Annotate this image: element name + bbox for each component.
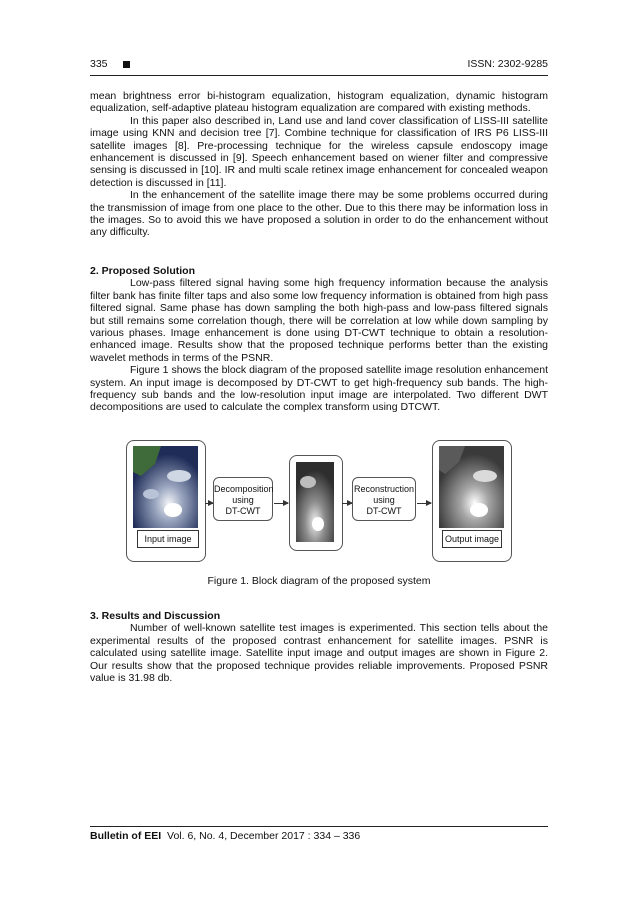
reconstruction-line: DT-CWT — [366, 506, 402, 516]
paragraph: mean brightness error bi-histogram equalization, histogram equalization, dynamic histogram equalization, self-adaptive plateau histogram equalization are compared with existing methods. — [90, 90, 548, 115]
body-text — [90, 90, 548, 414]
decomposition-line: DT-CWT — [225, 506, 261, 516]
decomposition-line: Decomposition — [214, 484, 274, 494]
journal-name: Bulletin of EEI — [90, 830, 162, 842]
output-satellite-image — [439, 446, 504, 528]
section-results — [90, 610, 548, 684]
header-rule — [90, 75, 548, 76]
reconstruction-block — [352, 477, 416, 521]
intermediate-satellite-image — [296, 462, 334, 542]
running-header — [90, 58, 548, 74]
decomposition-block — [213, 477, 273, 521]
input-image-label: Input image — [137, 530, 199, 548]
running-footer — [90, 830, 360, 842]
section-heading: 2. Proposed Solution — [90, 264, 196, 277]
paragraph: Low-pass filtered signal having some high frequency information because the analysis filter bank has finite filter taps and also some low frequency information is obtained from high pass filtered signal. Same phase has down sampling the both high-pass and low-pass filtered signals but still remains some correlation though, there will be correlation at low while down sampling by various phases. Image enhancement is done using DT-CWT technique to obtain a resolution-enhanced image. Results show that the proposed technique performs better than the existing wavelet methods in terms of the PSNR. — [90, 277, 548, 364]
arrow-icon — [342, 503, 352, 504]
output-image-label: Output image — [442, 530, 502, 548]
arrow-icon — [205, 503, 213, 504]
paragraph: Figure 1 shows the block diagram of the proposed satellite image resolution enhancement system. An input image is decomposed by DT-CWT to get high-frequency sub bands. The high-frequency sub bands and the low-resolution input image are interpolated. Two different DWT decompositions are used to calculate the complex transform using DTCWT. — [90, 364, 548, 414]
figure-caption: Figure 1. Block diagram of the proposed system — [207, 575, 431, 587]
reconstruction-line: Reconstruction — [353, 484, 415, 494]
square-bullet-icon — [123, 61, 130, 68]
arrow-icon — [417, 503, 431, 504]
issn: ISSN: 2302-9285 — [467, 58, 548, 70]
journal-details: Vol. 6, No. 4, December 2017 : 334 – 336 — [167, 830, 361, 842]
paragraph: Number of well-known satellite test images is experimented. This section tells about the experimental results of the proposed contrast enhancement for satellite images. PSNR is calculated using satellite image. Satellite input image and output images are shown in Figure 2. Our results show that the proposed technique provides reliable improvements. Proposed PSNR value is 31.98 db. — [90, 622, 548, 685]
footer-rule — [90, 826, 548, 827]
section-heading: 3. Results and Discussion — [90, 610, 221, 622]
decomposition-line: using — [232, 495, 254, 505]
page-number: 335 — [90, 58, 108, 70]
paragraph: In this paper also described in, Land use and land cover classification of LISS-III satellite image using KNN and decision tree [7]. Combine technique for classification of IRS P6 LISS-III satellite images [8]. Pre-processing technique for the wireless capsule endoscopy image enhancement is discussed in [9]. Speech enhancement based on wiener filter and compressive sensing is discussed in [10]. IR and multi scale retinex image enhancement for concealed weapon detection is discussed in [11]. — [90, 114, 548, 189]
reconstruction-line: using — [373, 495, 395, 505]
arrow-icon — [274, 503, 288, 504]
input-satellite-image — [133, 446, 198, 528]
paragraph: In the enhancement of the satellite image there may be some problems occurred during the transmission of image from one place to the other. Due to this there may be information loss in the images. So to avoid this we have proposed a solution in order to do the enhancement without any difficulty. — [90, 189, 548, 239]
